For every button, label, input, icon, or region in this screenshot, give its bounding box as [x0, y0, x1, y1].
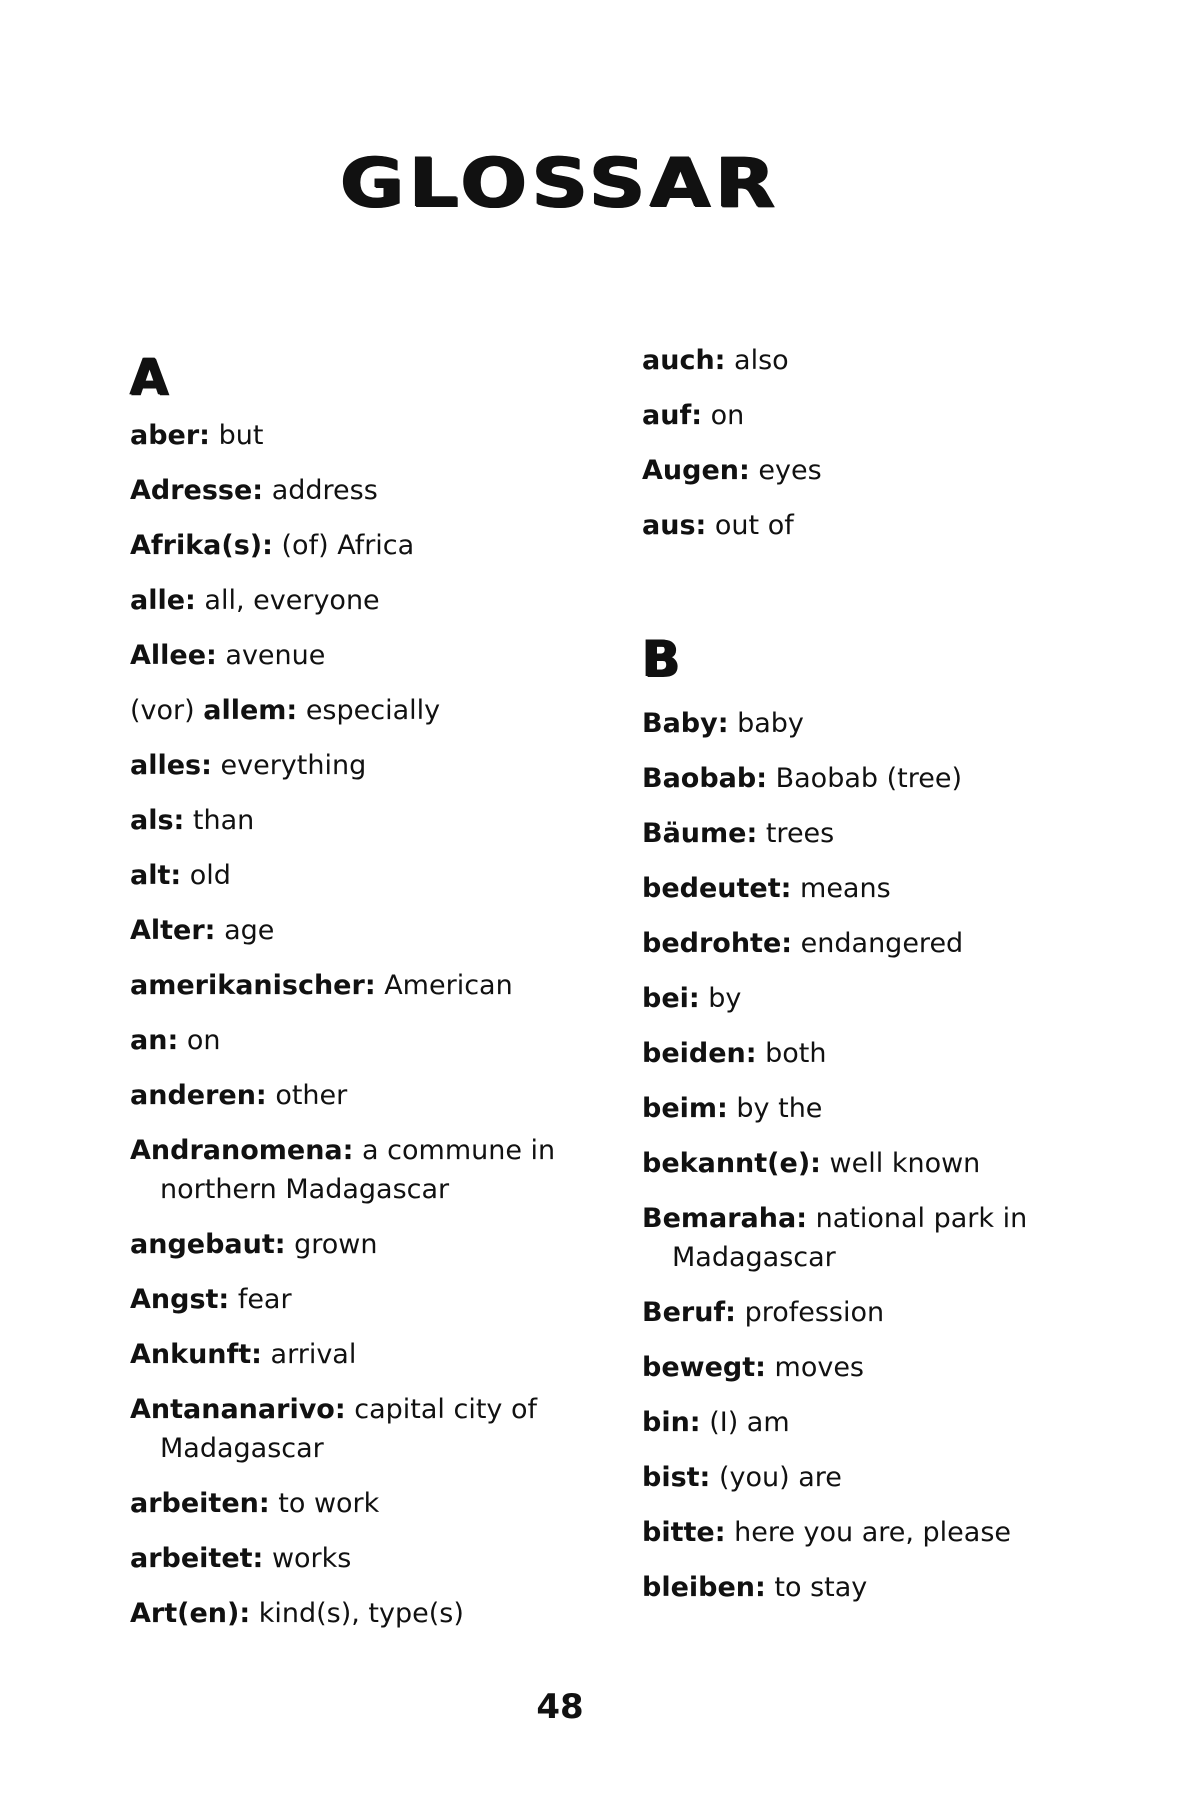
entry-term: amerikanischer: — [130, 970, 376, 1001]
entry-definition: on — [178, 1025, 221, 1056]
entry-term: bekannt(e): — [642, 1148, 821, 1179]
entry-term: anderen: — [130, 1080, 267, 1111]
entry-term: Art(en): — [130, 1598, 251, 1629]
glossary-entry — [642, 1513, 1142, 1552]
glossary-entry — [642, 1348, 1142, 1387]
entry-definition: capital city of Madagascar — [160, 1394, 538, 1464]
glossary-entry — [130, 1076, 630, 1115]
entry-term: bei: — [642, 983, 700, 1014]
entry-definition: national park in Madagascar — [672, 1203, 1028, 1273]
entry-definition: a commune in northern Madagascar — [160, 1135, 556, 1205]
glossary-entry — [642, 759, 1142, 798]
glossary-entry — [130, 471, 630, 510]
glossary-entry — [642, 924, 1142, 963]
entry-term: Alter: — [130, 915, 216, 946]
entry-term: bist: — [642, 1462, 711, 1493]
entry-term: bitte: — [642, 1517, 726, 1548]
entry-definition: age — [215, 915, 275, 946]
entry-definition: here you are, please — [725, 1517, 1012, 1548]
glossary-entry — [130, 966, 630, 1005]
glossary-entry — [130, 856, 630, 895]
entry-definition: (of) Africa — [272, 530, 415, 561]
glossary-entry — [130, 911, 630, 950]
glossary-entry — [642, 396, 1142, 435]
glossary-entry — [130, 1280, 630, 1319]
entry-definition: arrival — [261, 1339, 357, 1370]
entry-term: Antananarivo: — [130, 1394, 346, 1425]
entry-definition: works — [263, 1543, 352, 1574]
entry-definition: fear — [229, 1284, 292, 1315]
entry-prefix: (vor) — [130, 695, 204, 726]
entry-term: Allee: — [130, 640, 217, 671]
glossary-entry — [130, 416, 630, 455]
glossary-entry — [130, 746, 630, 785]
entry-term: Baobab: — [642, 763, 768, 794]
entry-term: beim: — [642, 1093, 728, 1124]
glossary-entry — [642, 869, 1142, 908]
entry-definition: out of — [706, 510, 794, 541]
entry-term: Andranomena: — [130, 1135, 354, 1166]
entry-definition: endangered — [792, 928, 964, 959]
entry-definition: on — [702, 400, 745, 431]
glossary-entry — [130, 691, 630, 730]
entry-term: alle: — [130, 585, 196, 616]
entry-term: bin: — [642, 1407, 701, 1438]
entry-definition: by — [699, 983, 742, 1014]
entry-term: Bäume: — [642, 818, 758, 849]
glossary-entry — [642, 1199, 1142, 1277]
entry-term: allem: — [203, 695, 298, 726]
glossary-entry — [130, 526, 630, 565]
entry-definition: (you) are — [710, 1462, 842, 1493]
glossary-entry — [642, 1034, 1142, 1073]
entry-definition: all, everyone — [195, 585, 380, 616]
entry-definition: kind(s), type(s) — [250, 1598, 464, 1629]
entry-term: auf: — [642, 400, 702, 431]
entry-definition: everything — [211, 750, 367, 781]
entry-term: arbeiten: — [130, 1488, 270, 1519]
entry-definition: (I) am — [700, 1407, 790, 1438]
entry-definition: also — [725, 345, 789, 376]
entry-term: Bemaraha: — [642, 1203, 808, 1234]
entry-definition: by the — [727, 1093, 823, 1124]
entry-term: aber: — [130, 420, 210, 451]
entry-term: als: — [130, 805, 185, 836]
entry-term: Afrika(s): — [130, 530, 273, 561]
glossary-entry — [130, 1390, 630, 1468]
entry-term: bleiben: — [642, 1572, 766, 1603]
entry-definition: old — [181, 860, 231, 891]
glossary-entry — [130, 581, 630, 620]
entry-definition: American — [375, 970, 513, 1001]
entry-term: bedrohte: — [642, 928, 793, 959]
entry-term: Baby: — [642, 708, 729, 739]
entry-definition: especially — [297, 695, 441, 726]
glossary-entry — [642, 1144, 1142, 1183]
glossary-entry — [642, 1089, 1142, 1128]
entry-definition: grown — [285, 1229, 378, 1260]
glossary-entry — [642, 1293, 1142, 1332]
glossary-entry — [642, 814, 1142, 853]
page-number: 48 — [536, 1687, 584, 1727]
entry-term: auch: — [642, 345, 726, 376]
glossary-entry — [130, 1539, 630, 1578]
entry-definition: but — [209, 420, 264, 451]
entry-definition: address — [263, 475, 378, 506]
entry-term: bedeutet: — [642, 873, 792, 904]
entry-definition: well known — [820, 1148, 981, 1179]
entry-definition: baby — [728, 708, 804, 739]
entry-definition: to stay — [765, 1572, 868, 1603]
glossary-entry — [642, 1458, 1142, 1497]
entry-definition: eyes — [749, 455, 822, 486]
glossary-entry — [130, 1594, 630, 1633]
entry-definition: other — [266, 1080, 348, 1111]
entry-term: an: — [130, 1025, 179, 1056]
glossary-entry — [642, 979, 1142, 1018]
entry-definition: to work — [269, 1488, 380, 1519]
entry-term: angebaut: — [130, 1229, 286, 1260]
entry-term: Beruf: — [642, 1297, 736, 1328]
entry-term: aus: — [642, 510, 707, 541]
entry-definition: than — [184, 805, 255, 836]
glossary-entry — [642, 506, 1142, 545]
page-title: GLOSSAR — [340, 144, 780, 223]
entry-definition: trees — [757, 818, 835, 849]
entry-definition: means — [791, 873, 891, 904]
entry-term: bewegt: — [642, 1352, 766, 1383]
glossary-entry — [130, 1484, 630, 1523]
glossary-entry — [130, 1335, 630, 1374]
entry-definition: profession — [735, 1297, 885, 1328]
entry-definition: moves — [765, 1352, 864, 1383]
glossary-entry — [642, 341, 1142, 380]
entry-term: Augen: — [642, 455, 750, 486]
entry-definition: both — [756, 1038, 827, 1069]
entry-term: arbeitet: — [130, 1543, 264, 1574]
glossary-entry — [642, 1403, 1142, 1442]
entry-term: alles: — [130, 750, 212, 781]
entry-term: Angst: — [130, 1284, 230, 1315]
glossary-entry — [130, 1131, 630, 1209]
glossary-entry — [130, 1225, 630, 1264]
entry-term: Adresse: — [130, 475, 264, 506]
glossary-entry — [642, 451, 1142, 490]
glossary-entry — [130, 636, 630, 675]
entry-term: beiden: — [642, 1038, 757, 1069]
section-letter-a: A — [130, 348, 169, 406]
entry-definition: Baobab (tree) — [767, 763, 962, 794]
entry-term: Ankunft: — [130, 1339, 262, 1370]
entry-term: alt: — [130, 860, 182, 891]
glossary-entry — [642, 704, 1142, 743]
glossary-entry — [642, 1568, 1142, 1607]
glossary-entry — [130, 1021, 630, 1060]
section-letter-b: B — [642, 630, 681, 688]
entry-definition: avenue — [216, 640, 326, 671]
glossary-entry — [130, 801, 630, 840]
